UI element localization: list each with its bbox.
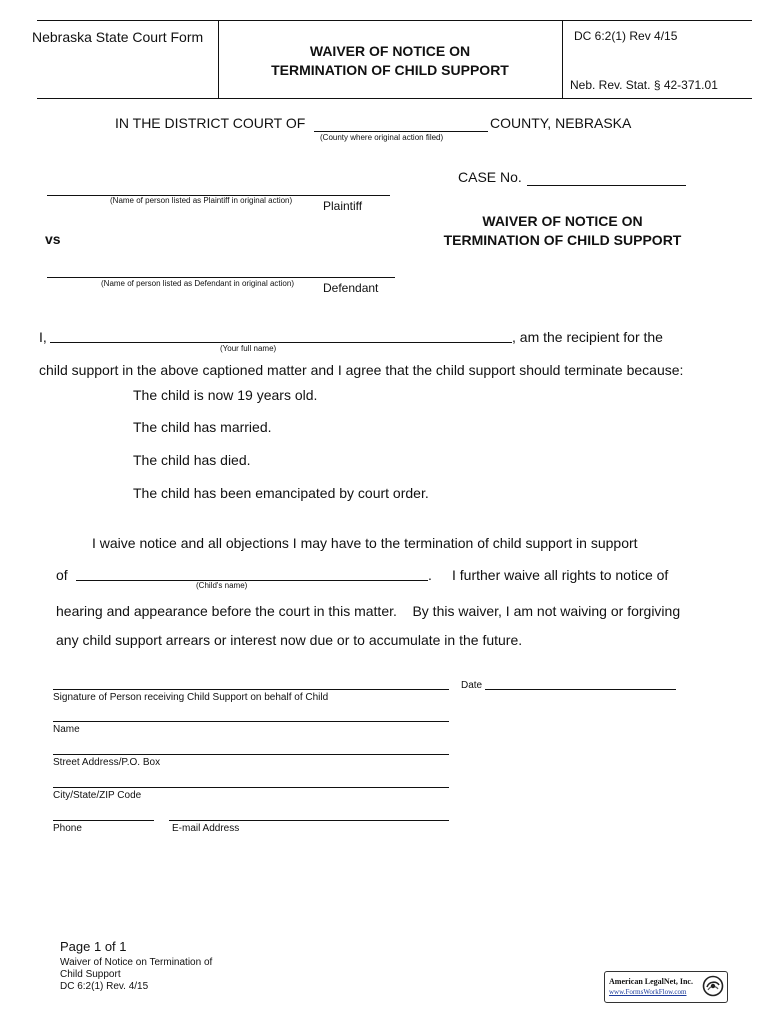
- statute-reference: Neb. Rev. Stat. § 42-371.01: [570, 78, 718, 92]
- city-label: City/State/ZIP Code: [53, 790, 142, 801]
- header-title-line2: TERMINATION OF CHILD SUPPORT: [271, 62, 509, 78]
- email-line[interactable]: [169, 820, 449, 821]
- street-label: Street Address/P.O. Box: [53, 757, 161, 768]
- header-bottom-rule: [37, 98, 752, 99]
- street-line[interactable]: [53, 754, 449, 755]
- form-code: DC 6:2(1) Rev 4/15: [574, 29, 678, 43]
- plaintiff-name-field[interactable]: [47, 181, 390, 196]
- court-form-label: Nebraska State Court Form: [32, 29, 204, 45]
- email-label: E-mail Address: [172, 823, 240, 834]
- i-prefix: I,: [39, 329, 47, 345]
- logo-website-link[interactable]: www.FormsWorkFlow.com: [609, 988, 687, 996]
- header-title-line1: WAIVER OF NOTICE ON: [309, 43, 471, 59]
- of-label: of: [56, 567, 68, 583]
- signature-line[interactable]: [53, 689, 449, 690]
- further-waive-text: I further waive all rights to notice of: [452, 567, 669, 583]
- date-field[interactable]: [485, 689, 676, 690]
- reason-married: The child has married.: [133, 419, 272, 435]
- publisher-logo[interactable]: [604, 971, 728, 1003]
- defendant-hint: (Name of person listed as Defendant in original action): [101, 279, 294, 288]
- defendant-label: Defendant: [323, 281, 379, 295]
- footer-doc-line1: Waiver of Notice on Termination of: [60, 957, 213, 968]
- reason-died: The child has died.: [133, 452, 251, 468]
- reason-emancipated: The child has been emancipated by court order.: [133, 485, 429, 501]
- child-name-field[interactable]: [76, 566, 428, 581]
- doc-title-line1: WAIVER OF NOTICE ON: [482, 213, 643, 229]
- footer-doc-line2: Child Support: [60, 969, 121, 980]
- header-divider-right: [562, 20, 563, 98]
- name-line[interactable]: [53, 721, 449, 722]
- waive-line3: hearing and appearance before the court in this matter. By this waiver, I am not waiving or forgiving: [56, 603, 681, 619]
- name-label: Name: [53, 724, 80, 735]
- versus-label: vs: [45, 231, 61, 247]
- phone-line[interactable]: [53, 820, 154, 821]
- date-label: Date: [461, 680, 483, 691]
- county-field[interactable]: [314, 117, 488, 132]
- case-number-field[interactable]: [527, 171, 686, 186]
- doc-title-line2: TERMINATION OF CHILD SUPPORT: [443, 232, 682, 248]
- full-name-hint: (Your full name): [220, 344, 277, 353]
- globe-swirl-icon: [702, 975, 724, 997]
- full-name-field[interactable]: [50, 328, 512, 343]
- plaintiff-label: Plaintiff: [323, 199, 363, 213]
- phone-label: Phone: [53, 823, 82, 834]
- logo-company-name: American LegalNet, Inc.: [609, 977, 693, 986]
- plaintiff-hint: (Name of person listed as Plaintiff in original action): [110, 196, 293, 205]
- period-mark: .: [428, 567, 432, 583]
- waive-line4: any child support arrears or interest now due or to accumulate in the future.: [56, 632, 523, 648]
- childs-name-hint: (Child's name): [196, 581, 248, 590]
- recipient-text: , am the recipient for the: [512, 329, 663, 345]
- waive-line1: I waive notice and all objections I may have to the termination of child support in support: [92, 535, 638, 551]
- footer-doc-line3: DC 6:2(1) Rev. 4/15: [60, 981, 149, 992]
- defendant-name-field[interactable]: [47, 263, 395, 278]
- header-divider-left: [218, 20, 219, 98]
- signature-label: Signature of Person receiving Child Support on behalf of Child: [53, 692, 329, 703]
- page-number: Page 1 of 1: [60, 939, 127, 954]
- header-top-rule: [37, 20, 752, 21]
- support-text: child support in the above captioned matter and I agree that the child support should terminate because:: [39, 362, 684, 378]
- reason-age: The child is now 19 years old.: [133, 387, 318, 403]
- court-suffix: COUNTY, NEBRASKA: [490, 115, 632, 131]
- city-line[interactable]: [53, 787, 449, 788]
- court-prefix: IN THE DISTRICT COURT OF: [115, 115, 306, 131]
- county-hint: (County where original action filed): [320, 133, 444, 142]
- case-no-label: CASE No.: [458, 169, 522, 185]
